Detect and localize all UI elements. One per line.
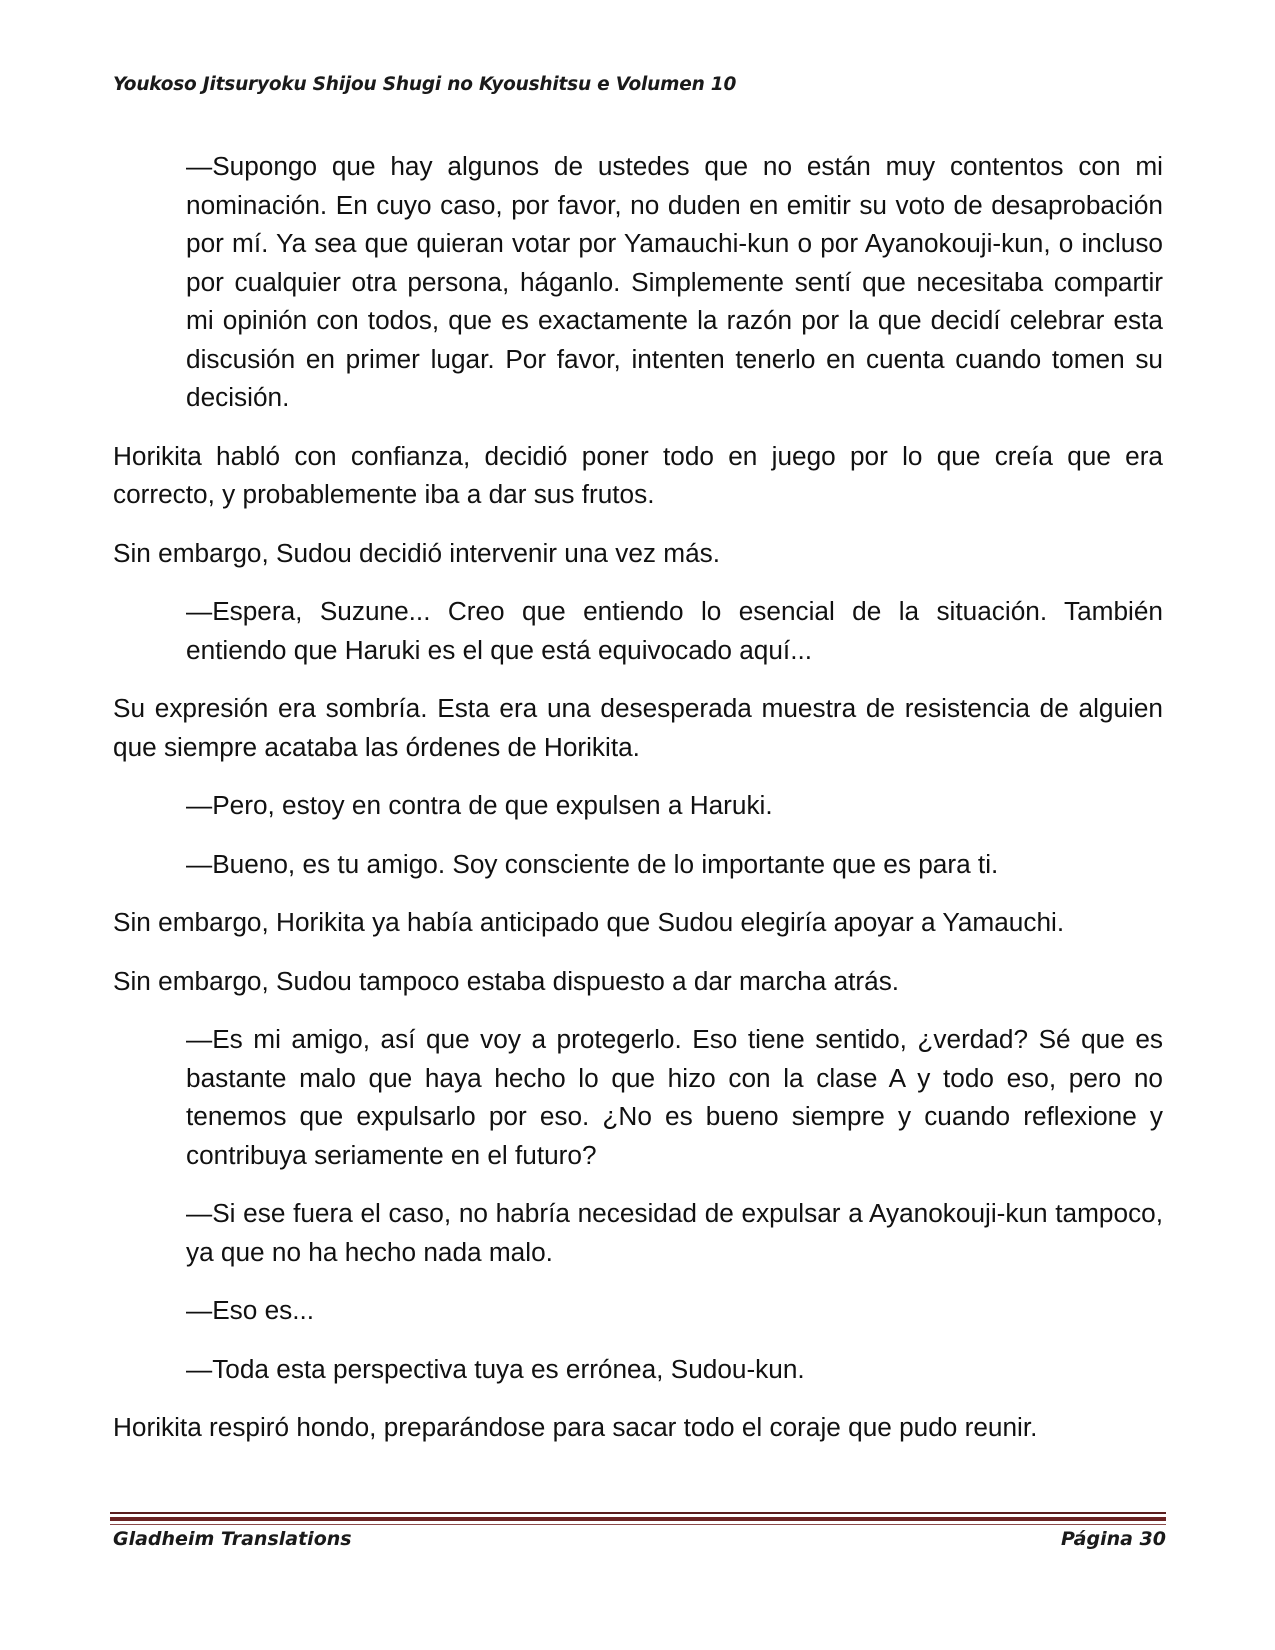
footer-divider-thin <box>110 1512 1166 1514</box>
paragraph-narration: Sin embargo, Horikita ya había anticipado que Sudou elegiría apoyar a Yamauchi. <box>113 907 1065 937</box>
footer-page-number: Página 30 <box>1060 1528 1166 1550</box>
paragraph-dialogue: —Si ese fuera el caso, no habría necesidad de expulsar a Ayanokouji-kun tampoco, ya que no ha hecho nada malo. <box>186 1198 1163 1267</box>
footer-publisher: Gladheim Translations <box>113 1528 352 1550</box>
paragraph-narration: Su expresión era sombría. Esta era una desesperada muestra de resistencia de alguien que siempre acataba las órdenes de Horikita. <box>113 693 1163 762</box>
footer-divider-thick <box>110 1517 1166 1521</box>
page-header-title: Youkoso Jitsuryoku Shijou Shugi no Kyoushitsu e Volumen 10 <box>113 74 737 95</box>
paragraph-dialogue: —Bueno, es tu amigo. Soy consciente de lo importante que es para ti. <box>186 848 999 879</box>
paragraph-dialogue: —Eso es... <box>186 1295 315 1325</box>
paragraph-dialogue: —Espera, Suzune... Creo que entiendo lo esencial de la situación. También entiendo que Haruki es el que está equivocado aquí... <box>186 596 1163 665</box>
paragraph-narration: Horikita habló con confianza, decidió poner todo en juego por lo que creía que era correcto, y probablemente iba a dar sus frutos. <box>113 440 1163 509</box>
page-body <box>113 147 1163 1467</box>
paragraph-dialogue: —Toda esta perspectiva tuya es errónea, Sudou-kun. <box>186 1353 805 1384</box>
paragraph-narration: Sin embargo, Sudou decidió intervenir una vez más. <box>113 537 721 568</box>
paragraph-narration: Sin embargo, Sudou tampoco estaba dispuesto a dar marcha atrás. <box>113 965 900 996</box>
footer-divider-bottom <box>110 1524 1166 1525</box>
paragraph-narration: Horikita respiró hondo, preparándose para sacar todo el coraje que pudo reunir. <box>113 1412 1038 1442</box>
paragraph-dialogue: —Pero, estoy en contra de que expulsen a Haruki. <box>186 790 773 820</box>
paragraph-dialogue: —Es mi amigo, así que voy a protegerlo. Eso tiene sentido, ¿verdad? Sé que es bastante malo que haya hecho lo que hizo con la clase A y todo eso, pero no tenemos que expulsarlo por eso. ¿No es bueno siempre y cuando reflexione y contribuya seriamente en el futuro? <box>186 1024 1163 1170</box>
paragraph-dialogue: —Supongo que hay algunos de ustedes que no están muy contentos con mi nominación. En cuyo caso, por favor, no duden en emitir su voto de desaprobación por mí. Ya sea que quieran votar por Yamauchi-kun o por Ayanokouji-kun, o incluso por cualquier otra persona, háganlo. Simplemente sentí que necesitaba compartir mi opinión con todos, que es exactamente la razón por la que decidí celebrar esta discusión en primer lugar. Por favor, intenten tenerlo en cuenta cuando tomen su decisión. <box>186 151 1163 412</box>
